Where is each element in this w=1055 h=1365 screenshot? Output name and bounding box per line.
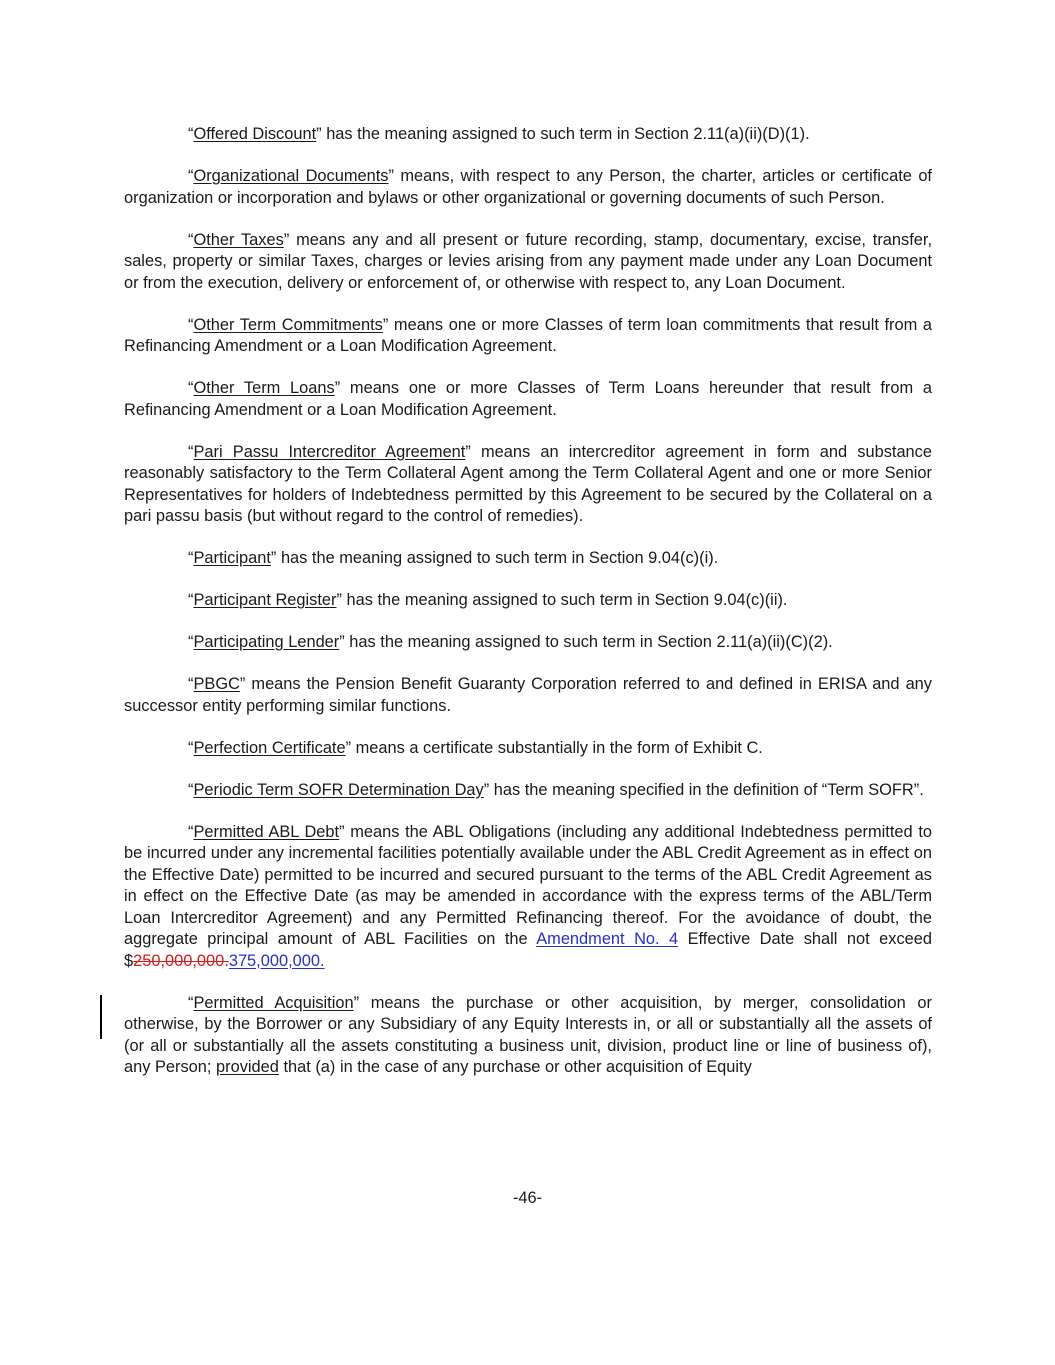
definition-text: has the meaning assigned to such term in Section 2.11(a)(ii)(D)(1).	[321, 125, 810, 143]
definition-other-term-loans: “Other Term Loans” means one or more Classes of Term Loans hereunder that result from a Refinancing Amendment or a Loan Modification Agreement.	[124, 379, 932, 419]
definition-text: means, with respect to any Person, the charter, articles or certificate of organization or incorporation and bylaws or other organizational or governing documents of such Person.	[124, 167, 932, 207]
term: Pari Passu Intercreditor Agreement	[193, 442, 466, 461]
definition-permitted-abl-debt: “Permitted ABL Debt” means the ABL Obligations (including any additional Indebtedness permitted to be incurred under any incremental facilities potentially available under the ABL Credit Agreement as in effect on the Effective Date) permitted to be incurred and secured pursuant to the terms of the ABL Credit Agreement as in effect on the Effective Date (as may be amended in accordance with the express terms of the ABL/Term Loan Intercreditor Agreement) and any Permitted Refinancing thereof. For the avoidance of doubt, the aggregate principal amount of ABL Facilities on the Amendment No. 4 Effective Date shall not exceed $250,000,000.375,000,000.	[124, 822, 932, 970]
definition-permitted-acquisition: “Permitted Acquisition” means the purchase or other acquisition, by merger, consolidation or otherwise, by the Borrower or any Subsidiary of any Equity Interests in, or all or substantially all the assets of (or all or substantially all the assets constituting a business unit, division, product line or line of business of), any Person; provided that (a) in the case of any purchase or other acquisition of Equity	[124, 993, 932, 1076]
term: Participant Register	[193, 591, 337, 609]
definition-participant: “Participant” has the meaning assigned to such term in Section 9.04(c)(i).	[188, 549, 719, 567]
definition-other-taxes: “Other Taxes” means any and all present or future recording, stamp, documentary, excise, transfer, sales, property or similar Taxes, charges or levies arising from any payment made under any Loan Document or from the execution, delivery or enforcement of, or otherwise with respect to, any Loan Document.	[124, 230, 932, 292]
definition-periodic-term-sofr-determination-day: “Periodic Term SOFR Determination Day” has the meaning specified in the definition of “Term SOFR”.	[188, 780, 924, 799]
definition-text: means an intercreditor agreement in form and substance reasonably satisfactory to the Term Collateral Agent among the Term Collateral Agent and one or more Senior Representatives for holders of Indebtedness permitted by this Agreement to be secured by the Collateral on a pari passu basis (but without regard to the control of remedies).	[124, 442, 932, 525]
term: Other Term Commitments	[193, 315, 383, 334]
definition-pari-passu-intercreditor-agreement: “Pari Passu Intercreditor Agreement” means an intercreditor agreement in form and substance reasonably satisfactory to the Term Collateral Agent among the Term Collateral Agent and one or more Senior Representatives for holders of Indebtedness permitted by this Agreement to be secured by the Collateral on a pari passu basis (but without regard to the control of remedies).	[124, 442, 932, 525]
term: Perfection Certificate	[193, 738, 346, 757]
term: Other Term Loans	[193, 379, 335, 397]
term: Offered Discount	[193, 125, 317, 143]
definition-text: has the meaning assigned to such term in Section 9.04(c)(i).	[276, 549, 719, 567]
term: Permitted ABL Debt	[193, 822, 340, 841]
provided-keyword: provided	[216, 1058, 279, 1076]
definition-perfection-certificate: “Perfection Certificate” means a certificate substantially in the form of Exhibit C.	[188, 738, 763, 757]
definition-organizational-documents: “Organizational Documents” means, with respect to any Person, the charter, articles or certificate of organization or incorporation and bylaws or other organizational or governing documents of such Person.	[124, 167, 932, 207]
definitions-body	[124, 124, 932, 1099]
definition-text: has the meaning assigned to such term in Section 9.04(c)(ii).	[341, 591, 788, 609]
term: Participant	[193, 549, 271, 567]
definition-text-continued: that (a) in the case of any purchase or other acquisition of Equity	[278, 1058, 752, 1076]
page-number: -46-	[512, 1189, 543, 1207]
definition-text: means a certificate substantially in the form of Exhibit C.	[351, 738, 763, 757]
definition-text: means one or more Classes of Term Loans hereunder that result from a Refinancing Amendment or a Loan Modification Agreement.	[124, 379, 932, 419]
term: PBGC	[193, 675, 240, 693]
inserted-amount: 375,000,000.	[228, 951, 325, 970]
term: Participating Lender	[193, 633, 340, 651]
definition-text: means any and all present or future recording, stamp, documentary, excise, transfer, sales, property or similar Taxes, charges or levies arising from any payment made under any Loan Document or from the execution, delivery or enforcement of, or otherwise with respect to, any Loan Document.	[124, 230, 932, 292]
term: Other Taxes	[193, 230, 284, 249]
definition-other-term-commitments: “Other Term Commitments” means one or more Classes of term loan commitments that result from a Refinancing Amendment or a Loan Modification Agreement.	[124, 315, 932, 355]
definition-participating-lender: “Participating Lender” has the meaning assigned to such term in Section 2.11(a)(ii)(C)(2).	[188, 633, 833, 651]
definition-participant-register: “Participant Register” has the meaning assigned to such term in Section 9.04(c)(ii).	[188, 591, 788, 609]
definition-text: means the Pension Benefit Guaranty Corporation referred to and defined in ERISA and any successor entity performing similar functions.	[124, 675, 932, 715]
term: Periodic Term SOFR Determination Day	[193, 780, 484, 799]
inserted-amendment-reference: Amendment No. 4	[536, 930, 679, 948]
term: Organizational Documents	[193, 167, 389, 185]
term: Permitted Acquisition	[193, 993, 354, 1012]
definition-text-continued: Effective Date shall not exceed $	[124, 930, 932, 970]
definition-text: has the meaning assigned to such term in Section 2.11(a)(ii)(C)(2).	[344, 633, 833, 651]
definition-text: means the ABL Obligations (including any additional Indebtedness permitted to be incurred under any incremental facilities potentially available under the ABL Credit Agreement as in effect on the Effective Date) permitted to be incurred and secured pursuant to the terms of the ABL Credit Agreement as in effect on the Effective Date (as may be amended in accordance with the express terms of the ABL/Term Loan Intercreditor Agreement) and any Permitted Refinancing thereof. For the avoidance of doubt, the aggregate principal amount of ABL Facilities on the	[124, 822, 932, 948]
definition-pbgc: “PBGC” means the Pension Benefit Guaranty Corporation referred to and defined in ERISA and any successor entity performing similar functions.	[124, 675, 932, 715]
definition-text: means the purchase or other acquisition, by merger, consolidation or otherwise, by the Borrower or any Subsidiary of any Equity Interests in, or all or substantially all the assets of (or all or substantially all the assets constituting a business unit, division, product line or line of business of), any Person;	[124, 993, 932, 1076]
definition-offered-discount: “Offered Discount” has the meaning assigned to such term in Section 2.11(a)(ii)(D)(1).	[188, 125, 810, 143]
definition-text: has the meaning specified in the definition of “Term SOFR”.	[489, 780, 924, 799]
definition-text: means one or more Classes of term loan commitments that result from a Refinancing Amendment or a Loan Modification Agreement.	[124, 315, 932, 355]
revision-change-bar	[100, 995, 102, 1039]
deleted-amount: 250,000,000.	[133, 951, 229, 970]
